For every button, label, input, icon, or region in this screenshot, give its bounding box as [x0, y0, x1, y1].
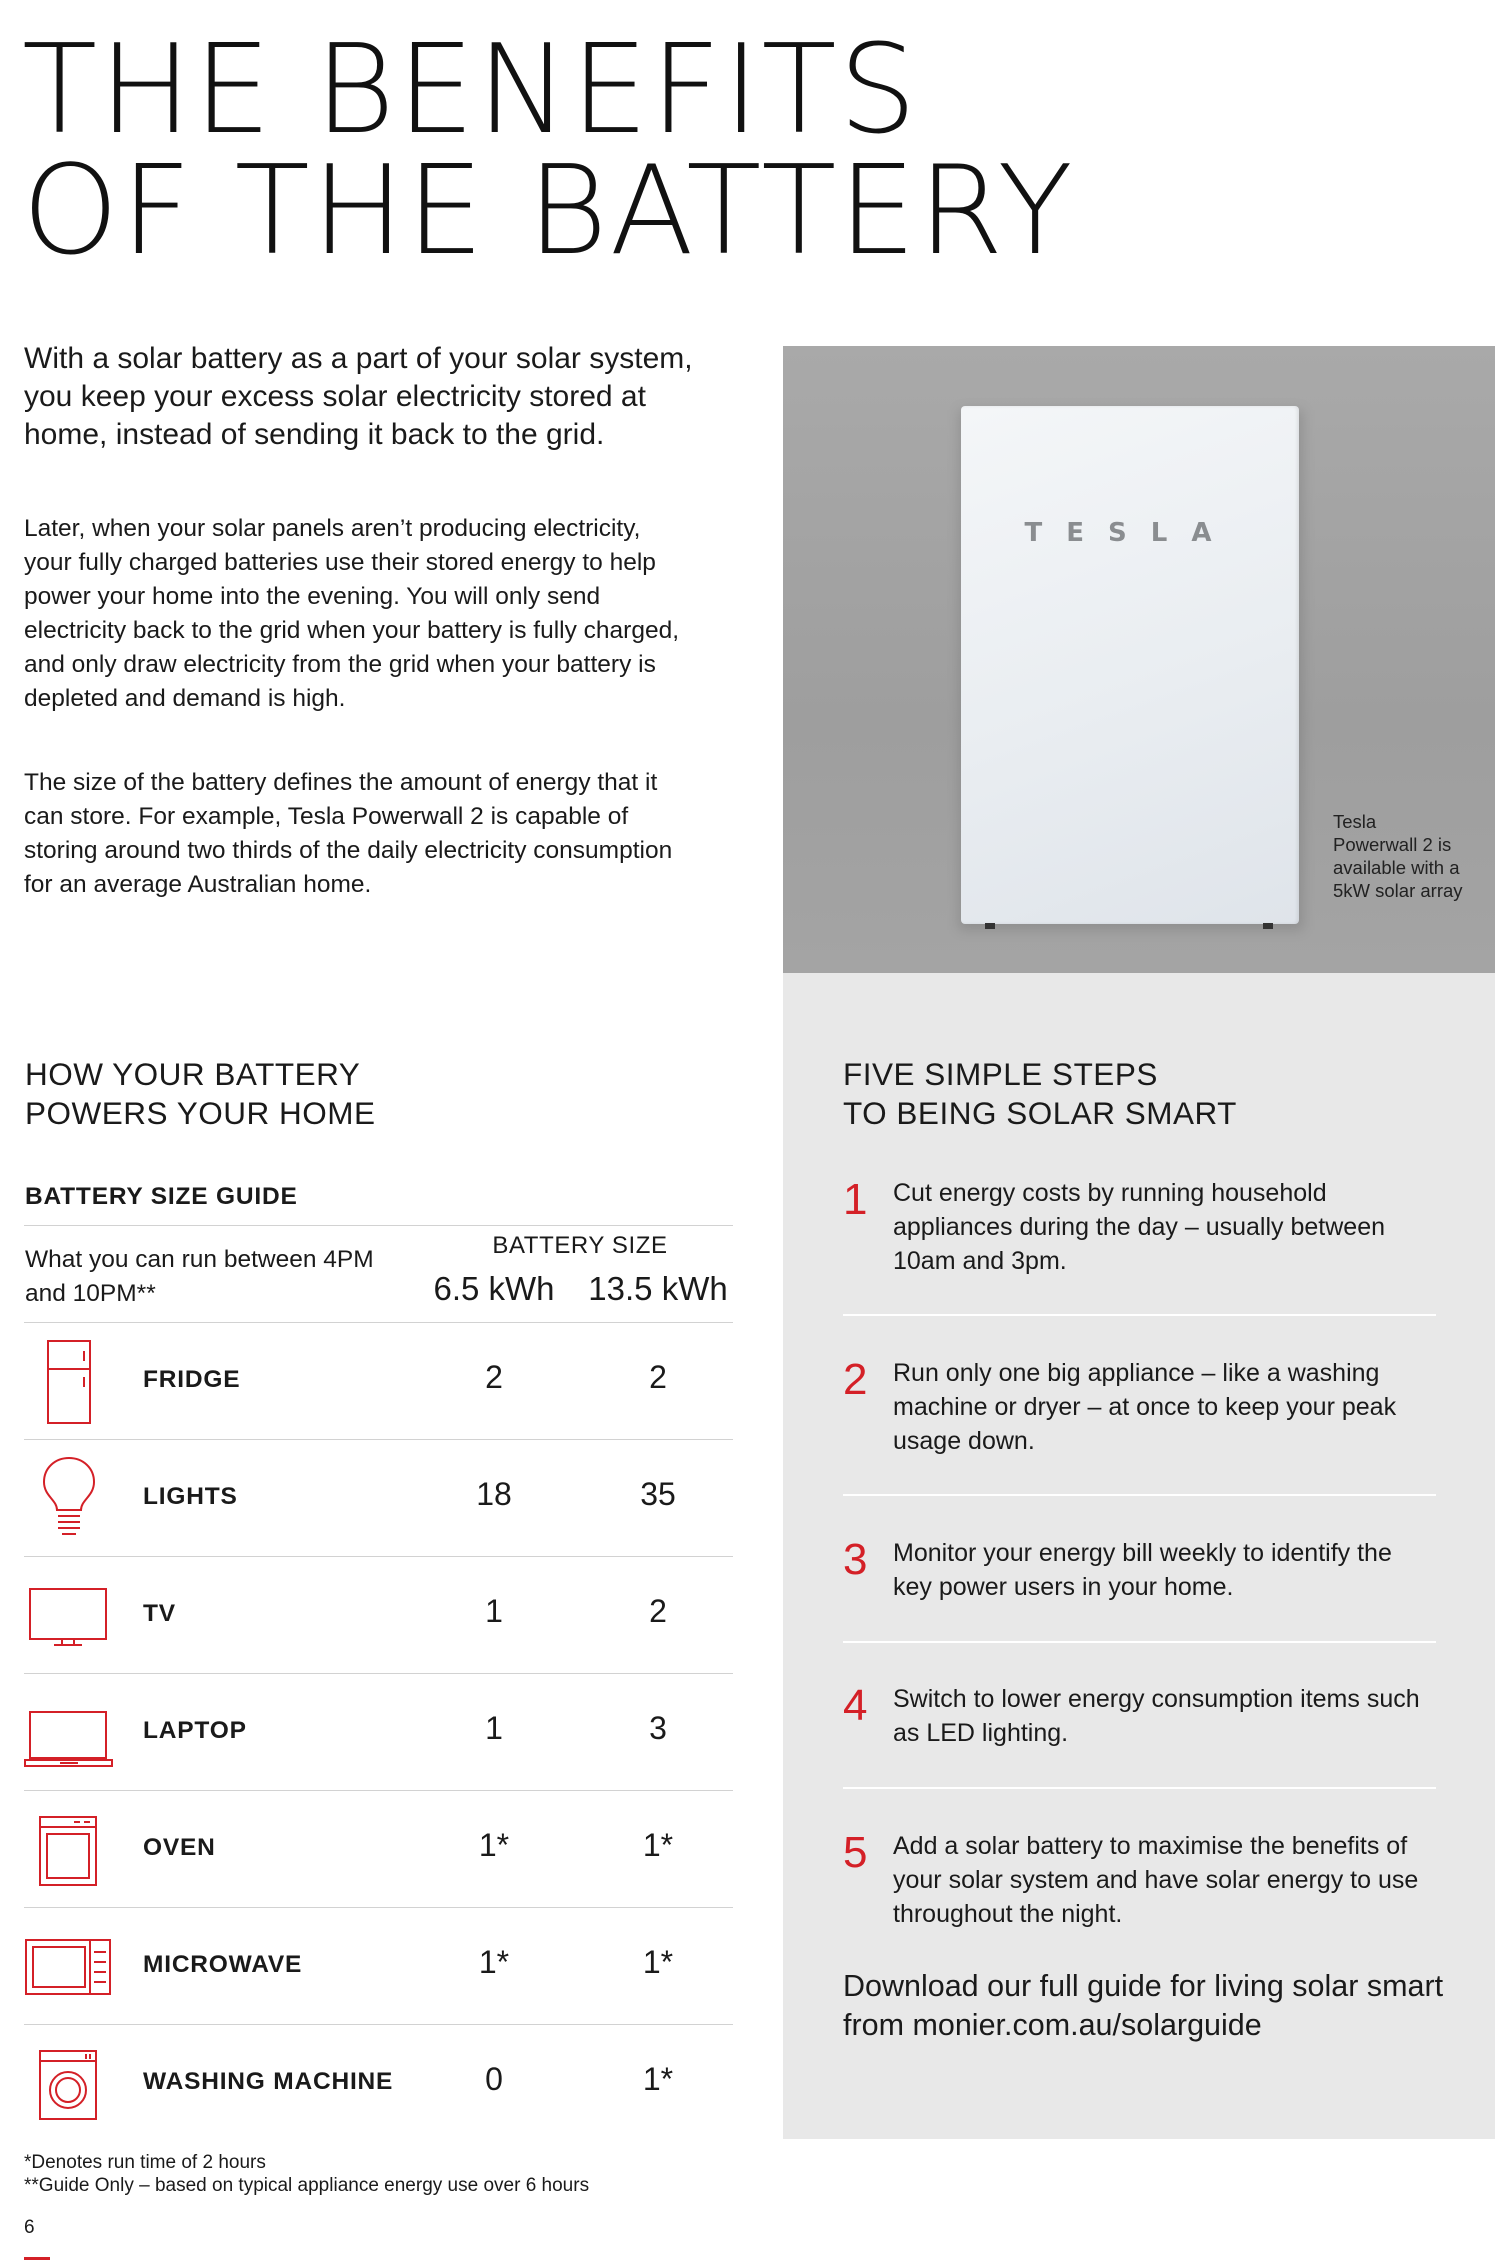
appliance-name: WASHING MACHINE	[143, 2068, 394, 2095]
step-number: 4	[843, 1681, 868, 1730]
table-row-header: What you can run between 4PM and 10PM**	[25, 1246, 374, 1307]
value-13-5kwh: 35	[640, 1476, 676, 1512]
step-text: Cut energy costs by running household appliances during the day – usually between 10am and 3pm.	[893, 1179, 1386, 1275]
step-divider	[843, 1494, 1436, 1496]
step-divider	[843, 1641, 1436, 1643]
steps-title-line-1: FIVE SIMPLE STEPS	[843, 1056, 1158, 1092]
powerwall-foot-right	[1263, 923, 1273, 929]
appliance-name: FRIDGE	[143, 1366, 241, 1393]
how-title-line-2: POWERS YOUR HOME	[25, 1095, 376, 1131]
appliance-name: LIGHTS	[143, 1483, 238, 1510]
fridge-icon	[24, 1337, 114, 1427]
value-6-5kwh: 2	[485, 1359, 503, 1395]
table-row	[24, 1791, 733, 1908]
value-13-5kwh: 1*	[642, 1827, 674, 1863]
steps-section-title	[843, 1055, 1443, 1133]
value-13-5kwh: 1*	[642, 1944, 674, 1980]
page-title	[22, 19, 1075, 283]
step-text: Monitor your energy bill weekly to identify the key power users in your home.	[893, 1539, 1392, 1601]
page-accent-mark	[24, 2257, 50, 2260]
powerwall-unit	[961, 406, 1299, 924]
table-top-divider	[24, 1225, 733, 1226]
step-number: 5	[843, 1828, 868, 1877]
step-text: Switch to lower energy consumption items such as LED lighting.	[893, 1685, 1420, 1747]
battery-size-label: BATTERY SIZE	[492, 1232, 668, 1259]
appliance-name: MICROWAVE	[143, 1951, 303, 1978]
intro-paragraph: With a solar battery as a part of your solar system, you keep your excess solar electricity stored at home, instead of sending it back to the grid.	[24, 342, 693, 451]
lightbulb-icon	[24, 1454, 114, 1544]
step-item	[843, 1682, 1443, 1752]
value-6-5kwh: 1*	[478, 1827, 510, 1863]
value-13-5kwh: 3	[649, 1710, 667, 1746]
value-13-5kwh: 1*	[642, 2061, 674, 2097]
footnote-guide-only: **Guide Only – based on typical appliance energy use over 6 hours	[24, 2175, 590, 2196]
column-header-13-5kwh: 13.5 kWh	[588, 1270, 728, 1307]
page-number: 6	[24, 2217, 35, 2238]
powerwall-photo	[783, 346, 1495, 973]
value-13-5kwh: 2	[649, 1593, 667, 1629]
step-divider	[843, 1314, 1436, 1316]
washing-machine-icon	[24, 2039, 114, 2129]
steps-title-line-2: TO BEING SOLAR SMART	[843, 1095, 1237, 1131]
appliance-name: OVEN	[143, 1834, 216, 1861]
microwave-icon	[24, 1922, 114, 2012]
step-number: 3	[843, 1535, 868, 1584]
step-text: Run only one big appliance – like a washing machine or dryer – at once to keep your peak usage down.	[893, 1359, 1397, 1455]
how-title-line-1: HOW YOUR BATTERY	[25, 1056, 361, 1092]
body-paragraph-1: Later, when your solar panels aren’t producing electricity, your fully charged batteries use their stored energy to help power your home into the evening. You will only send electricity back to the grid when your battery is fully charged, and only draw electricity from the grid when your battery is depleted and demand is high.	[24, 515, 680, 712]
page-title-line-1: THE BENEFITS	[22, 19, 919, 162]
step-item	[843, 1829, 1443, 1929]
column-header-6-5kwh: 6.5 kWh	[433, 1270, 555, 1307]
step-item	[843, 1536, 1443, 1606]
value-6-5kwh: 18	[476, 1476, 512, 1512]
step-text: Add a solar battery to maximise the benefits of your solar system and have solar energy to use throughout the night.	[893, 1832, 1419, 1928]
value-6-5kwh: 1*	[478, 1944, 510, 1980]
step-number: 1	[843, 1175, 868, 1224]
powerwall-foot-left	[985, 923, 995, 929]
value-6-5kwh: 0	[485, 2061, 503, 2097]
table-row	[24, 1323, 733, 1440]
download-guide-text: Download our full guide for living solar smart from monier.com.au/solarguide	[843, 1969, 1444, 2042]
appliance-name: TV	[143, 1600, 176, 1627]
appliance-name: LAPTOP	[143, 1717, 247, 1744]
how-section-title	[25, 1055, 625, 1133]
table-row	[24, 1908, 733, 2025]
table-row	[24, 2025, 733, 2142]
footnote-run-time: *Denotes run time of 2 hours	[24, 2152, 266, 2173]
page-title-line-2: OF THE BATTERY	[22, 140, 1075, 283]
tv-icon	[24, 1571, 114, 1661]
tesla-logo: TESLA	[1024, 518, 1236, 548]
step-item	[843, 1176, 1443, 1276]
step-number: 2	[843, 1355, 868, 1404]
table-row	[24, 1674, 733, 1791]
step-divider	[843, 1787, 1436, 1789]
value-13-5kwh: 2	[649, 1359, 667, 1395]
value-6-5kwh: 1	[485, 1593, 503, 1629]
table-row	[24, 1557, 733, 1674]
table-row	[24, 1440, 733, 1557]
body-paragraph-2: The size of the battery defines the amount of energy that it can store. For example, Tesla Powerwall 2 is capable of storing around two thirds of the daily electricity consumption for an average Australian home.	[24, 769, 673, 898]
photo-caption: Tesla Powerwall 2 is available with a 5kW solar array	[1333, 811, 1463, 901]
step-item	[843, 1356, 1443, 1456]
value-6-5kwh: 1	[485, 1710, 503, 1746]
laptop-icon	[24, 1688, 114, 1778]
oven-icon	[24, 1805, 114, 1895]
battery-size-guide-title: BATTERY SIZE GUIDE	[25, 1183, 298, 1210]
